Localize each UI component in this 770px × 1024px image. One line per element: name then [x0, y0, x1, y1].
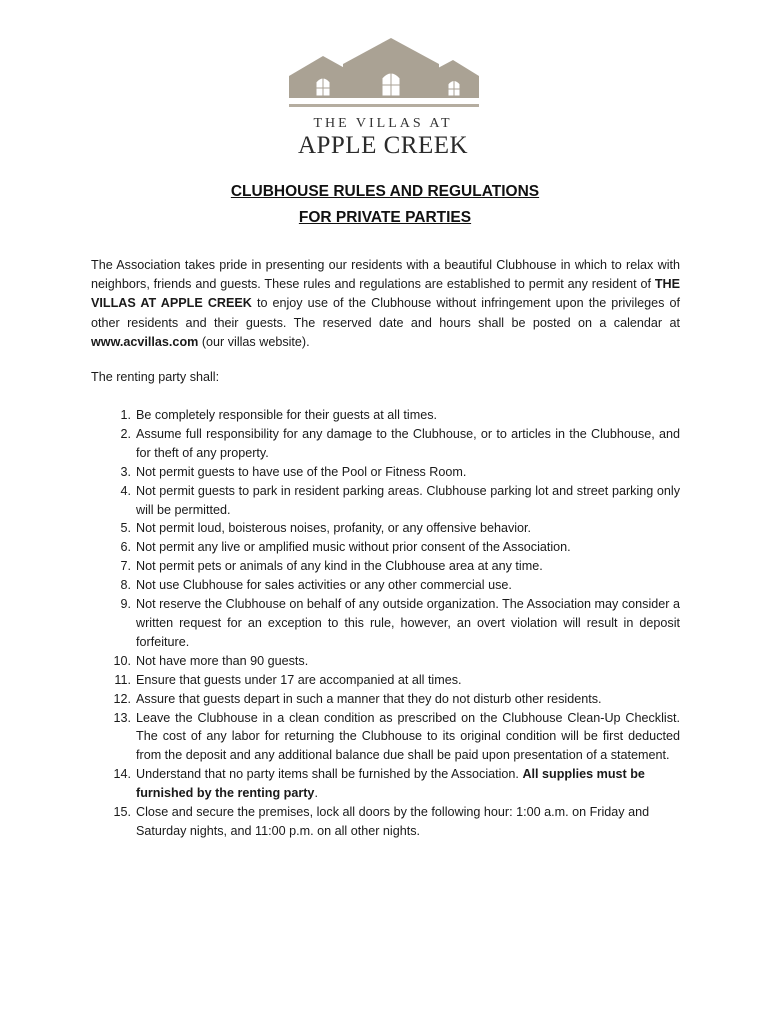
- rule-text: Be completely responsible for their guests at all times.: [136, 408, 437, 422]
- rule-text-after: .: [314, 786, 318, 801]
- rule-text: Not permit guests to have use of the Pool or Fitness Room.: [136, 464, 467, 479]
- rule-item: [91, 425, 680, 463]
- rule-number: 15.: [113, 805, 131, 820]
- rule-text: Understand that no party items shall be furnished by the Association.: [136, 767, 523, 782]
- rule-item: [91, 671, 680, 690]
- rule-text: Assume full responsibility for any damage to the Clubhouse, or to articles in the Clubhouse, and for theft of any property.: [136, 426, 680, 460]
- rule-item: [91, 803, 680, 841]
- rule-number: 10.: [113, 653, 131, 668]
- intro-text-part2: to enjoy use of the Clubhouse without infringement upon the privileges of other residents and their guests. The reserved date and hours shall be posted on a calendar at: [91, 296, 680, 330]
- rule-text: Not permit loud, boisterous noises, profanity, or any offensive behavior.: [136, 521, 532, 536]
- rule-number: 14.: [113, 767, 131, 782]
- intro-text-part3: (our villas website).: [198, 334, 310, 349]
- rule-number: 9.: [120, 597, 131, 612]
- rule-text: Not permit pets or animals of any kind in the Clubhouse area at any time.: [136, 559, 543, 574]
- rule-number: 2.: [120, 426, 131, 441]
- rules-list: [91, 406, 680, 841]
- rule-number: 11.: [114, 672, 131, 687]
- rule-number: 1.: [120, 408, 131, 422]
- document-title-line2: FOR PRIVATE PARTIES: [298, 209, 472, 226]
- rule-item: [91, 595, 680, 652]
- rule-text: Close and secure the premises, lock all doors by the following hour: 1:00 a.m. on Friday and Saturday nights, and 11:00 p.m. on all other nights.: [136, 805, 650, 838]
- rule-text: Not permit guests to park in resident parking areas. Clubhouse parking lot and street parking only will be permitted.: [136, 483, 680, 517]
- intro-text-part1: The Association takes pride in presenting our residents with a beautiful Clubhouse in which to relax with neighbors, friends and guests. These rules and regulations are established to permit any resident of: [91, 258, 680, 292]
- intro-paragraph: [91, 256, 680, 352]
- rule-item: [91, 519, 680, 538]
- rule-number: 8.: [120, 578, 131, 593]
- rule-number: 4.: [120, 483, 131, 498]
- houses-roof-icon: [283, 36, 483, 116]
- rule-text: Ensure that guests under 17 are accompanied at all times.: [136, 672, 462, 687]
- renting-party-intro: The renting party shall:: [91, 370, 220, 384]
- rule-item: [91, 709, 680, 766]
- rule-number: 12.: [113, 691, 131, 706]
- rule-item: [91, 538, 680, 557]
- rule-number: 5.: [120, 521, 131, 536]
- rule-number: 6.: [120, 540, 131, 555]
- rule-number: 13.: [113, 710, 131, 725]
- community-name: THE VILLAS AT APPLE CREEK: [91, 277, 680, 311]
- rule-item: [91, 576, 680, 595]
- rule-text: Leave the Clubhouse in a clean condition as prescribed on the Clubhouse Clean-Up Checklist. The cost of any labor for returning the Clubhouse to its original condition will be first deducted from the deposit and any additional balance due shall be paid upon presentation of a statement.: [136, 710, 680, 763]
- villas-logo: [283, 36, 483, 160]
- logo-text-line1: THE VILLAS AT: [313, 116, 453, 131]
- rule-item: [91, 463, 680, 482]
- rule-text: Assure that guests depart in such a manner that they do not disturb other residents.: [136, 691, 602, 706]
- website-link[interactable]: www.acvillas.com: [91, 334, 199, 349]
- rule-item: [91, 765, 680, 803]
- rule-text: Not use Clubhouse for sales activities or any other commercial use.: [136, 578, 512, 593]
- rule-text: Not reserve the Clubhouse on behalf of any outside organization. The Association may consider a written request for an exception to this rule, however, an overt violation will result in deposit forfeiture.: [136, 597, 680, 649]
- rule-text-bold: All supplies must be furnished by the renting party: [136, 767, 645, 801]
- rule-item: [91, 690, 680, 709]
- document-title-line1: CLUBHOUSE RULES AND REGULATIONS: [230, 183, 540, 200]
- rule-text: Not permit any live or amplified music without prior consent of the Association.: [136, 540, 571, 555]
- logo-text-line2: APPLE CREEK: [297, 132, 469, 159]
- rule-item: [91, 406, 680, 425]
- rule-number: 7.: [120, 559, 131, 574]
- rule-item: [91, 652, 680, 671]
- rule-item: [91, 557, 680, 576]
- rule-text: Not have more than 90 guests.: [136, 653, 309, 668]
- rule-number: 3.: [120, 464, 131, 479]
- rule-item: [91, 482, 680, 520]
